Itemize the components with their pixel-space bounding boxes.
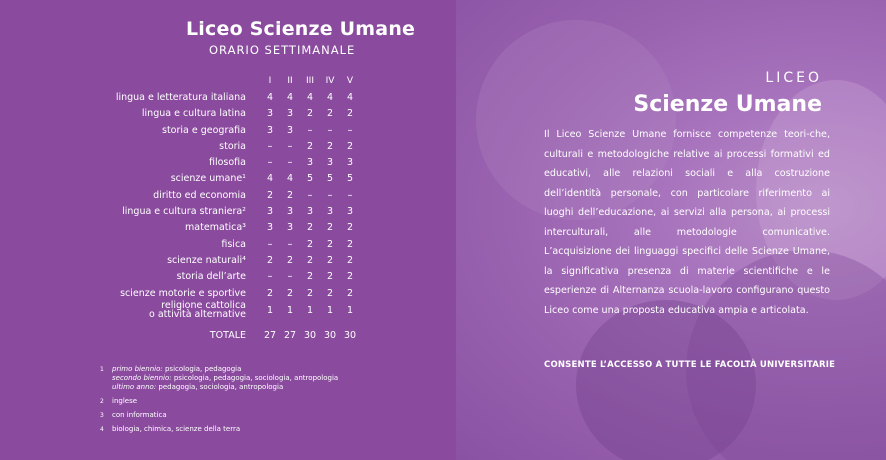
subject-name: [96, 187, 260, 203]
subject-label: lingua e cultura straniera²: [122, 206, 246, 218]
footnote-value: psicologia, pedagogia: [162, 365, 242, 373]
hours-cell: 5: [326, 173, 334, 185]
footnote-text: [112, 365, 338, 392]
hours-cell: 3: [286, 108, 294, 120]
subject-row: [96, 138, 360, 154]
subject-name: [96, 203, 260, 219]
hours-cell: 3: [286, 124, 294, 136]
hours-cell: 2: [326, 287, 334, 299]
schedule-table: [96, 73, 360, 343]
footnote: [100, 411, 338, 420]
hours-cell: –: [327, 189, 333, 201]
hours-cell: 3: [266, 222, 274, 234]
footnote-number: 4: [100, 426, 104, 433]
total-cell: 30: [323, 329, 337, 341]
hours-cell: –: [307, 189, 313, 201]
footnote-text: [112, 397, 137, 406]
subject-row: [96, 236, 360, 252]
footnote: [100, 397, 338, 406]
hours-cell: 3: [286, 206, 294, 218]
year-header: III: [306, 76, 314, 87]
hours-cell: 2: [266, 254, 274, 266]
hours-cell: 2: [306, 140, 314, 152]
footnote-text: [112, 425, 240, 434]
subject-row: [96, 203, 360, 219]
hours-cell: 2: [306, 287, 314, 299]
hours-cell: 3: [306, 206, 314, 218]
subject-label: matematica³: [185, 222, 246, 234]
hours-cell: 3: [326, 206, 334, 218]
footnotes: [100, 365, 338, 439]
hours-cell: –: [287, 157, 293, 169]
hours-cell: 4: [346, 91, 354, 103]
subject-row: [96, 285, 360, 301]
footnote-number: 3: [100, 412, 104, 419]
hours-cell: 2: [346, 287, 354, 299]
subject-label: scienze umane¹: [170, 173, 246, 185]
hours-cell: –: [287, 238, 293, 250]
hours-cell: –: [267, 271, 273, 283]
footnote: [100, 365, 338, 392]
hours-cell: 2: [326, 108, 334, 120]
hours-cell: 2: [346, 254, 354, 266]
liceo-description: Il Liceo Scienze Umane fornisce competenze teori-che, culturali e metodologiche relative ai processi formativi ed educativi, alle relazioni sociali e alla costruzione dell’identità personale, con particolare riferimento ai luoghi dell’educazione, ai servizi alla persona, ai processi interculturali, alle metodologie comunicative. L’acquisizione dei linguaggi specifici delle Scienze Umane, la significativa presenza di materie scientifiche e le esperienze di Alternanza scuola-lavoro configurano questo Liceo come una proposta educativa ampia e articolata.: [544, 129, 830, 316]
subject-label: storia dell’arte: [176, 271, 246, 283]
footnote-value: psicologia, pedagogia, sociologia, antropologia: [171, 374, 339, 382]
footnote-value: biologia, chimica, scienze della terra: [112, 425, 241, 433]
hours-cell: 2: [326, 140, 334, 152]
hours-cell: 4: [266, 91, 274, 103]
schedule-subtitle: ORARIO SETTIMANALE: [209, 43, 356, 57]
liceo-kicker: LICEO: [765, 70, 822, 86]
subject-label: lingua e cultura latina: [141, 108, 246, 120]
subject-row: [96, 269, 360, 285]
hours-cell: 3: [326, 157, 334, 169]
subject-name: [96, 154, 260, 170]
subject-name: [96, 285, 260, 301]
hours-cell: –: [267, 157, 273, 169]
hours-cell: –: [347, 124, 353, 136]
totals-row: [96, 319, 360, 343]
year-header-row: [96, 73, 360, 89]
footnote-line: [112, 383, 338, 392]
year-header: IV: [325, 76, 335, 87]
hours-cell: –: [347, 189, 353, 201]
subject-name: [96, 122, 260, 138]
hours-cell: 2: [326, 271, 334, 283]
total-cell: 27: [263, 329, 277, 341]
hours-cell: 2: [346, 271, 354, 283]
subject-name: [96, 301, 260, 319]
subject-name: [96, 89, 260, 105]
hours-cell: 3: [266, 124, 274, 136]
subject-label: storia: [219, 140, 246, 152]
hours-cell: –: [267, 238, 273, 250]
year-header: I: [268, 76, 272, 87]
footnote-line: [112, 397, 137, 406]
subject-row: [96, 252, 360, 268]
footnote-label: secondo biennio:: [112, 374, 172, 382]
hours-cell: 3: [266, 108, 274, 120]
subject-label: filosofia: [208, 157, 246, 169]
hours-cell: 4: [266, 173, 274, 185]
hours-cell: 2: [306, 271, 314, 283]
subject-name: [96, 236, 260, 252]
hours-cell: 2: [306, 222, 314, 234]
hours-cell: 5: [346, 173, 354, 185]
hours-cell: 4: [286, 91, 294, 103]
hours-cell: 1: [326, 304, 334, 316]
subject-name: [96, 106, 260, 122]
hours-cell: 2: [286, 287, 294, 299]
hours-cell: 2: [306, 238, 314, 250]
hours-cell: 2: [326, 254, 334, 266]
hours-cell: 4: [306, 91, 314, 103]
schedule-title: Liceo Scienze Umane: [186, 18, 416, 40]
subject-row: [96, 89, 360, 105]
subject-label: diritto ed economia: [153, 189, 246, 201]
access-note: CONSENTE L’ACCESSO A TUTTE LE FACOLTÀ UNIVERSITARIE: [544, 360, 836, 370]
hours-cell: 3: [306, 157, 314, 169]
total-label: TOTALE: [209, 329, 246, 341]
hours-cell: 4: [286, 173, 294, 185]
footnote-line: [112, 365, 338, 374]
hours-cell: 2: [306, 254, 314, 266]
footnote: [100, 425, 338, 434]
subject-label: scienze naturali⁴: [167, 254, 246, 266]
hours-cell: 3: [266, 206, 274, 218]
year-header: II: [287, 76, 293, 87]
hours-cell: 3: [346, 157, 354, 169]
hours-cell: 1: [306, 304, 314, 316]
subject-label: lingua e letteratura italiana: [115, 91, 246, 103]
hours-cell: –: [267, 140, 273, 152]
hours-cell: 4: [326, 91, 334, 103]
hours-cell: 3: [346, 206, 354, 218]
footnote-number: 2: [100, 398, 104, 405]
hours-cell: 5: [306, 173, 314, 185]
subject-row: [96, 220, 360, 236]
subject-row: [96, 154, 360, 170]
footnote-value: inglese: [112, 397, 138, 405]
hours-cell: 2: [346, 222, 354, 234]
year-header: V: [346, 76, 354, 87]
hours-cell: 2: [346, 140, 354, 152]
subject-name: [96, 220, 260, 236]
footnote-label: ultimo anno:: [112, 383, 157, 391]
footnote-value: pedagogia, sociologia, antropologia: [156, 383, 284, 391]
hours-cell: 2: [266, 287, 274, 299]
subject-row: [96, 171, 360, 187]
hours-cell: 2: [266, 189, 274, 201]
subject-row: [96, 187, 360, 203]
hours-cell: 2: [326, 222, 334, 234]
hours-cell: 1: [346, 304, 354, 316]
schedule-body: [96, 89, 360, 343]
subject-label-line2: o attività alternative: [148, 309, 246, 321]
subject-label: religione cattolica: [161, 300, 246, 312]
footnote-value: con informatica: [112, 411, 167, 419]
liceo-title: Scienze Umane: [633, 92, 822, 117]
footnote-number: 1: [100, 366, 104, 373]
total-cell: 30: [303, 329, 317, 341]
hours-cell: 2: [306, 108, 314, 120]
total-cell: 27: [283, 329, 297, 341]
hours-cell: 2: [286, 189, 294, 201]
footnote-line: [112, 374, 338, 383]
subject-row: [96, 106, 360, 122]
subject-name: [96, 269, 260, 285]
hours-cell: 2: [286, 254, 294, 266]
footnote-line: [112, 425, 240, 434]
hours-cell: 1: [286, 304, 294, 316]
hours-cell: 2: [346, 238, 354, 250]
total-cell: 30: [343, 329, 357, 341]
hours-cell: 2: [346, 108, 354, 120]
subject-label: scienze motorie e sportive: [120, 287, 246, 299]
footnote-line: [112, 411, 167, 420]
subject-label: fisica: [221, 238, 246, 250]
subject-name: [96, 138, 260, 154]
hours-cell: 3: [286, 222, 294, 234]
hours-cell: 1: [266, 304, 274, 316]
subject-name: [96, 171, 260, 187]
subject-row: [96, 301, 360, 319]
subject-row: [96, 122, 360, 138]
hours-cell: –: [287, 271, 293, 283]
footnote-label: primo biennio:: [112, 365, 163, 373]
subject-name: [96, 252, 260, 268]
description-panel: [456, 0, 886, 460]
subject-label: storia e geografia: [162, 124, 246, 136]
hours-cell: –: [307, 124, 313, 136]
hours-cell: –: [287, 140, 293, 152]
footnote-text: [112, 411, 167, 420]
hours-cell: 2: [326, 238, 334, 250]
hours-cell: –: [327, 124, 333, 136]
